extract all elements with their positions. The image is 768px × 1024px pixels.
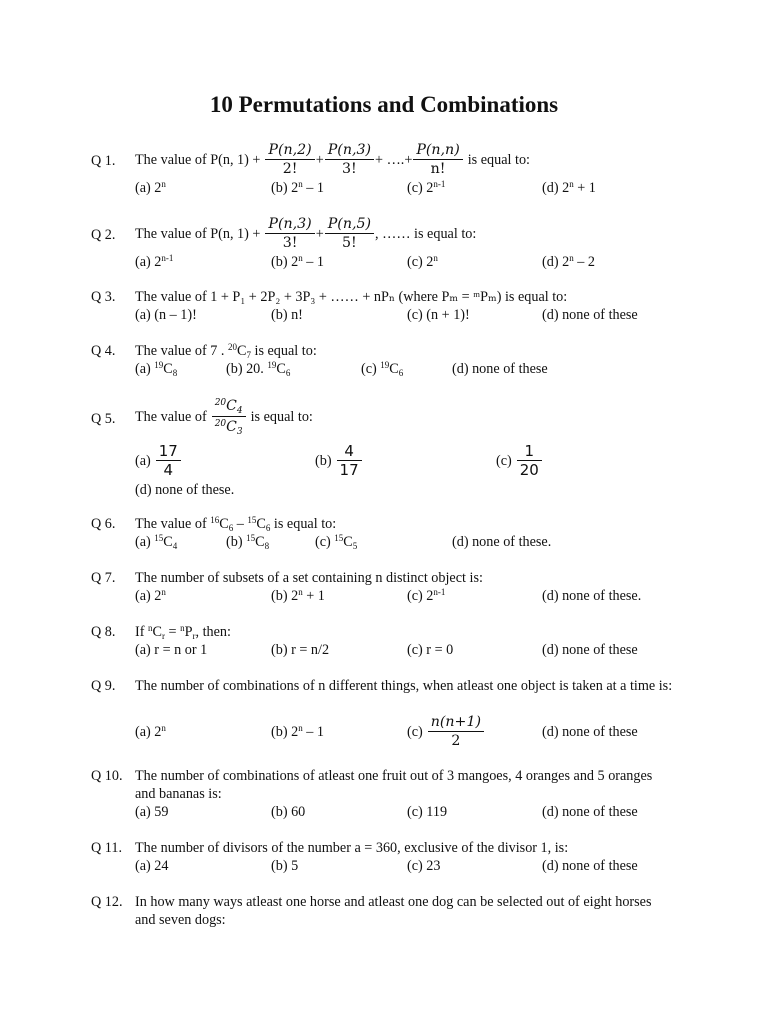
option-label: (c) (407, 723, 423, 740)
fraction-numerator: P(n,5) (325, 215, 374, 234)
option-a (135, 442, 182, 479)
option-c (407, 713, 485, 750)
fraction-numerator: P(n,2) (265, 141, 314, 160)
superscript: 16 (210, 515, 220, 525)
question-text-start: The value of P(n, 1) + (135, 225, 261, 242)
minus-sign: – (233, 516, 248, 532)
option-label: (a) 2 (135, 724, 162, 740)
question-number: Q 11. (91, 840, 123, 856)
superscript: 15 (246, 533, 256, 543)
question-number: Q 8. (91, 624, 116, 640)
fraction-4-over-17 (337, 442, 362, 479)
option-label: (a) (135, 452, 151, 469)
subscript: 6 (265, 523, 271, 533)
exponent: n (161, 587, 166, 597)
option-c: (c) 23 (407, 858, 441, 874)
fraction-20c4-over-20c3 (212, 396, 246, 437)
exponent: n (298, 723, 303, 733)
option-c: (c) (n + 1)! (407, 307, 470, 323)
combination-symbol: C (226, 398, 237, 414)
fraction-numerator: P(n,3) (325, 141, 374, 160)
combination-symbol: C (236, 343, 247, 359)
subscript: r (192, 631, 196, 641)
subscript: 4 (172, 541, 178, 551)
option-b (271, 587, 325, 605)
superscript: n (180, 623, 185, 633)
option-label: (b) 2 (271, 254, 299, 270)
fraction-numerator (212, 396, 246, 417)
option-label: (a) 2 (135, 180, 162, 196)
option-label: (d) none of these (452, 361, 548, 377)
fraction-p-n-3 (265, 215, 314, 252)
fraction-numerator: P(n,3) (265, 215, 314, 234)
option-tail: – 1 (302, 254, 324, 270)
question-text-end: , then: (195, 624, 231, 640)
permutation-symbol: P (184, 624, 193, 640)
fraction-numerator: n(n+1) (428, 713, 484, 732)
plus-sign: + ….+ (375, 151, 413, 168)
option-b (271, 253, 324, 271)
question-number: Q 5. (91, 411, 116, 427)
fraction-denominator: n! (430, 161, 446, 177)
combination-symbol: C (163, 361, 173, 377)
exponent: n-1 (433, 587, 446, 597)
exponent: n (298, 587, 303, 597)
question-text-start: The value of P(n, 1) + (135, 151, 261, 168)
option-c (407, 179, 445, 197)
combination-symbol: C (276, 361, 286, 377)
fraction-denominator: 17 (339, 461, 359, 479)
question-text-start: The value of (135, 516, 211, 532)
fraction-p-n-3 (325, 141, 374, 178)
exponent: n (298, 253, 303, 263)
option-a (135, 179, 166, 197)
question-text-end: , …… is equal to: (375, 225, 477, 242)
combination-symbol: C (163, 534, 173, 550)
plus-sign: + (315, 151, 324, 168)
fraction-n-n-plus-1-over-2 (428, 713, 484, 750)
question-number: Q 2. (91, 227, 116, 243)
question-text: The number of divisors of the number a = 360, exclusive of the divisor 1, is: (135, 840, 569, 856)
option-d (542, 253, 595, 271)
fraction-numerator: 17 (156, 442, 181, 461)
fraction-p-n-5 (325, 215, 374, 252)
question-number: Q 7. (91, 570, 116, 586)
exponent: n-1 (161, 253, 174, 263)
option-label: (c) (315, 534, 335, 550)
exponent: n (161, 179, 166, 189)
option-b (315, 442, 363, 479)
option-a: (a) 59 (135, 804, 169, 820)
superscript: 20 (214, 398, 227, 408)
subscript: 8 (264, 541, 270, 551)
option-c (407, 253, 438, 271)
option-label: (d) 2 (542, 180, 570, 196)
question-text-start: The value of (135, 408, 207, 425)
superscript: 15 (247, 515, 257, 525)
option-label: (a) 2 (135, 588, 162, 604)
subscript: 4 (236, 406, 243, 416)
option-c (315, 533, 357, 551)
option-a (135, 587, 166, 605)
question-text-end: is equal to: (467, 151, 530, 168)
option-a: (a) 24 (135, 858, 169, 874)
question-number: Q 4. (91, 343, 116, 359)
option-d: (d) none of these. (135, 482, 235, 498)
option-d: (d) none of these (542, 642, 638, 658)
option-a (135, 360, 177, 378)
question-text: The number of combinations of n different things, when atleast one object is taken at a time is: (135, 678, 673, 694)
option-b: (b) r = n/2 (271, 642, 330, 658)
question-text (135, 342, 675, 360)
option-d (452, 533, 551, 551)
question-number: Q 3. (91, 289, 116, 305)
option-label: (b) 2 (271, 180, 299, 196)
exponent: n (161, 723, 166, 733)
question-text: The number of combinations of atleast one fruit out of 3 mangoes, 4 oranges and 5 oranges and bananas is: (135, 768, 653, 802)
question-text (135, 141, 675, 178)
fraction-denominator: 2! (282, 161, 298, 177)
option-b (226, 360, 290, 378)
option-d (542, 179, 596, 197)
option-a (135, 253, 173, 271)
option-label: (d) none of these. (542, 588, 642, 604)
fraction-denominator: 3! (282, 235, 298, 251)
question-text (135, 515, 675, 533)
option-d (452, 360, 548, 378)
subscript: 6 (285, 368, 291, 378)
page-title: 10 Permutations and Combinations (209, 92, 559, 117)
option-label: (b) (315, 452, 332, 469)
option-b (271, 723, 324, 741)
option-b: (b) 60 (271, 804, 306, 820)
option-tail: + 1 (302, 588, 325, 604)
fraction-denominator: 3! (342, 161, 357, 177)
option-d: (d) none of these (542, 724, 638, 740)
combination-symbol: C (256, 516, 266, 532)
exponent: n (433, 253, 438, 263)
option-c (407, 587, 445, 605)
option-a: (a) r = n or 1 (135, 642, 208, 658)
question-number: Q 6. (91, 516, 116, 532)
question-text: The value of 1 + P₁ + 2P₂ + 3P₃ + …… + nPₙ (where Pₘ = ᵐPₘ) is equal to: (135, 289, 568, 305)
option-label: (a) 2 (135, 254, 162, 270)
question-text-end: is equal to: (270, 516, 337, 532)
option-label: (c) 2 (407, 180, 434, 196)
question-text-end: is equal to: (250, 343, 317, 359)
option-tail: + 1 (573, 180, 596, 196)
question-text-start: The value of 7 . (135, 343, 228, 359)
option-label: (d) 2 (542, 254, 570, 270)
combination-symbol: C (219, 516, 229, 532)
option-d: (d) none of these (542, 858, 638, 874)
subscript: 5 (352, 541, 358, 551)
option-tail: – 1 (302, 724, 324, 740)
option-d: (d) none of these (542, 804, 638, 820)
subscript: 7 (246, 350, 251, 360)
fraction-denominator: 2 (451, 733, 461, 749)
option-label: (d) none of these. (452, 534, 552, 550)
fraction-17-over-4 (156, 442, 181, 479)
question-text-end: is equal to: (250, 408, 313, 425)
question-text (135, 623, 675, 641)
superscript: 19 (267, 360, 277, 370)
question-text: In how many ways atleast one horse and atleast one dog can be selected out of eight horses and seven dogs: (135, 894, 652, 928)
superscript: 20 (214, 419, 227, 429)
option-d: (d) none of these (542, 307, 638, 323)
question-number: Q 12. (91, 894, 123, 910)
subscript: r (161, 631, 165, 641)
plus-sign: + (315, 225, 324, 242)
combination-symbol: C (152, 624, 162, 640)
option-tail: – 1 (302, 180, 324, 196)
question-number: Q 1. (91, 153, 116, 169)
question-text (135, 396, 675, 437)
option-label: (c) 2 (407, 588, 434, 604)
fraction-denominator (212, 417, 246, 437)
option-b: (b) 5 (271, 858, 299, 874)
option-label: (c) (496, 452, 512, 469)
combination-symbol: C (255, 534, 265, 550)
fraction-denominator: 4 (163, 461, 174, 479)
fraction-denominator: 20 (519, 461, 539, 479)
superscript: 15 (334, 533, 344, 543)
subscript: 8 (172, 368, 178, 378)
superscript: 15 (154, 533, 164, 543)
option-label: (a) (135, 361, 155, 377)
combination-symbol: C (226, 419, 237, 435)
question-number: Q 10. (91, 768, 123, 784)
exponent: n-1 (433, 179, 446, 189)
option-c: (c) r = 0 (407, 642, 454, 658)
fraction-numerator: 1 (517, 442, 542, 461)
option-label: (b) 2 (271, 724, 299, 740)
question-text (135, 215, 675, 252)
question-number: Q 9. (91, 678, 116, 694)
subscript: 6 (398, 368, 404, 378)
option-a (135, 533, 177, 551)
subscript: 6 (228, 523, 234, 533)
exponent: n (298, 179, 303, 189)
fraction-p-n-n (413, 141, 462, 178)
option-label: (a) (135, 534, 155, 550)
exponent: n (569, 253, 574, 263)
option-c (361, 360, 403, 378)
option-b: (b) n! (271, 307, 303, 323)
combination-symbol: C (343, 534, 353, 550)
equals-sign: = (164, 624, 181, 640)
option-a (135, 723, 166, 741)
question-text-start: If (135, 624, 148, 640)
option-label: (b) 20. (226, 361, 268, 377)
question-text: The number of subsets of a set containing n distinct object is: (135, 570, 483, 586)
option-a: (a) (n – 1)! (135, 307, 197, 323)
option-label: (b) 2 (271, 588, 299, 604)
exponent: n (569, 179, 574, 189)
fraction-p-n-2 (265, 141, 314, 178)
option-b (226, 533, 269, 551)
option-c (496, 442, 543, 479)
superscript: 20 (227, 342, 237, 352)
combination-symbol: C (389, 361, 399, 377)
fraction-numerator: P(n,n) (413, 141, 462, 160)
superscript: 19 (380, 360, 390, 370)
option-label: (c) 2 (407, 254, 434, 270)
option-label: (b) (226, 534, 247, 550)
option-d (542, 587, 641, 605)
option-c: (c) 119 (407, 804, 448, 820)
fraction-numerator: 4 (337, 442, 362, 461)
fraction-1-over-20 (517, 442, 542, 479)
superscript: 19 (154, 360, 164, 370)
fraction-denominator: 5! (342, 235, 357, 251)
subscript: 3 (236, 427, 243, 437)
option-label: (c) (361, 361, 381, 377)
option-b (271, 179, 324, 197)
option-tail: – 2 (573, 254, 595, 270)
superscript: n (148, 623, 153, 633)
